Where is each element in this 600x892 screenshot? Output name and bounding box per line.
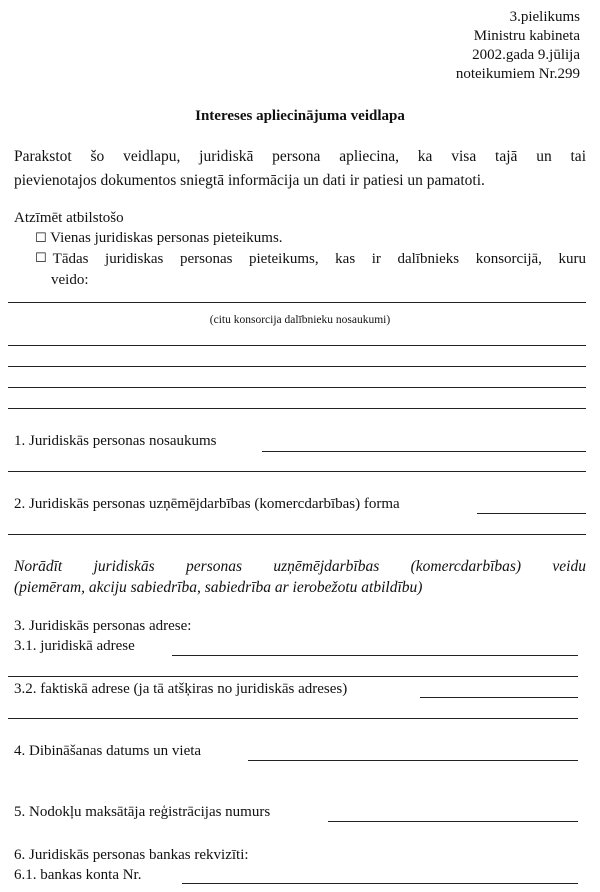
field-2-label: 2. Juridiskās personas uzņēmējdarbības (komercdarbības) forma xyxy=(14,496,400,512)
field-3-2-input-cont[interactable] xyxy=(8,718,578,719)
form-type-note-2: (piemēram, akciju sabiedrība, sabiedrība ar ierobežotu atbildību) xyxy=(14,579,423,596)
field-5-input[interactable] xyxy=(328,821,578,822)
field-3-2-label: 3.2. faktiskā adrese (ja tā atšķiras no juridiskās adreses) xyxy=(14,681,348,697)
intro-line-1: Parakstot šo veidlapu, juridiskā persona apliecina, ka visa tajā un tai xyxy=(14,148,586,165)
annex-regulation: noteikumiem Nr.299 xyxy=(455,66,580,82)
field-2-input-cont[interactable] xyxy=(8,534,586,535)
annex-cabinet: Ministru kabineta xyxy=(473,28,580,44)
members-line-4[interactable] xyxy=(8,387,586,388)
option-single[interactable] xyxy=(35,229,283,248)
field-3-label: 3. Juridiskās personas adrese: xyxy=(14,618,192,634)
option-consortium-label-cont: veido: xyxy=(51,272,89,288)
members-caption: (citu konsorcija dalībnieku nosaukumi) xyxy=(209,314,391,326)
checkbox-icon[interactable]: ☐ xyxy=(35,231,47,246)
field-6-1-label: 6.1. bankas konta Nr. xyxy=(14,867,142,883)
field-4-label: 4. Dibināšanas datums un vieta xyxy=(14,743,202,759)
members-line-2[interactable] xyxy=(8,345,586,346)
members-line-1[interactable] xyxy=(8,302,586,303)
members-line-5[interactable] xyxy=(8,408,586,409)
checkbox-icon[interactable]: ☐ xyxy=(35,251,47,266)
field-1-input[interactable] xyxy=(262,451,586,452)
field-3-2-input[interactable] xyxy=(420,697,578,698)
field-1-label: 1. Juridiskās personas nosaukums xyxy=(14,433,217,449)
option-consortium[interactable] xyxy=(35,250,586,268)
field-2-input[interactable] xyxy=(477,513,586,514)
annex-date: 2002.gada 9.jūlija xyxy=(472,47,580,63)
members-line-3[interactable] xyxy=(8,366,586,367)
field-3-1-label: 3.1. juridiskā adrese xyxy=(14,638,135,654)
option-single-label: Vienas juridiskas personas pieteikums. xyxy=(50,230,283,246)
field-3-1-input-cont[interactable] xyxy=(8,676,578,677)
field-6-label: 6. Juridiskās personas bankas rekvizīti: xyxy=(14,847,249,863)
annex-number: 3.pielikums xyxy=(509,9,580,25)
field-6-1-input[interactable] xyxy=(182,883,578,884)
selection-heading: Atzīmēt atbilstošo xyxy=(14,210,124,226)
field-5-label: 5. Nodokļu maksātāja reģistrācijas numurs xyxy=(14,804,271,820)
field-1-input-cont[interactable] xyxy=(8,471,586,472)
option-consortium-label: Tādas juridiskas personas pieteikums, kas ir dalībnieks konsorcijā, kuru xyxy=(52,251,586,267)
intro-line-2: pievienotajos dokumentos sniegtā informācija un dati ir patiesi un pamatoti. xyxy=(14,172,485,189)
field-4-input[interactable] xyxy=(248,760,578,761)
form-type-note-1: Norādīt juridiskās personas uzņēmējdarbības (komercdarbības) veidu xyxy=(14,558,586,575)
page-title: Intereses apliecinājuma veidlapa xyxy=(195,108,405,124)
field-3-1-input[interactable] xyxy=(172,655,578,656)
